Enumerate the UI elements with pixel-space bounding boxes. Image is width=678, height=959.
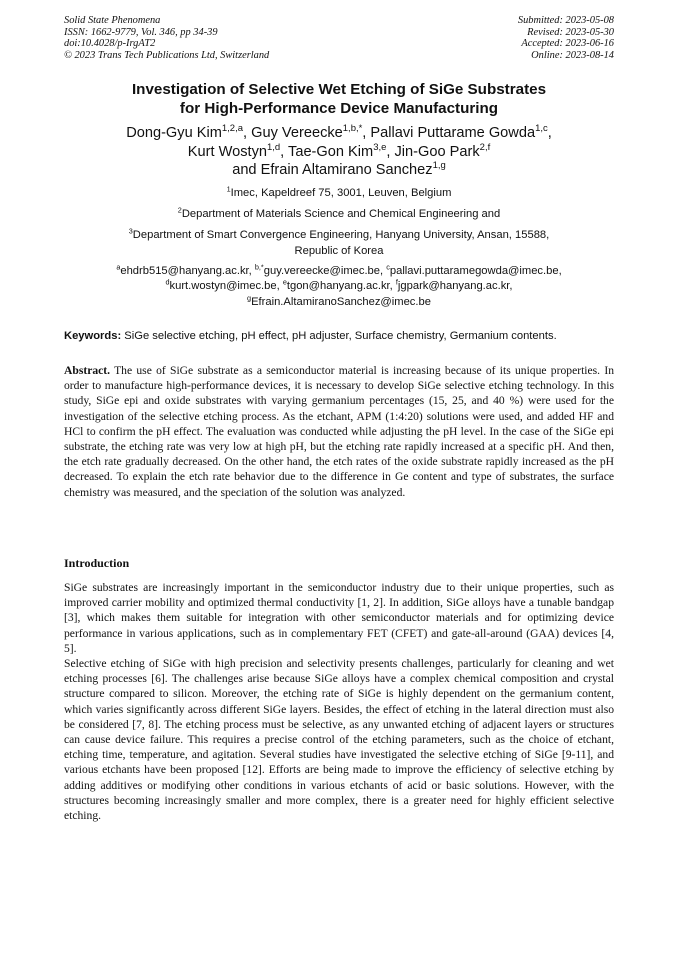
author-sep: , (547, 125, 552, 141)
submitted-date: Submitted: 2023-05-08 (517, 15, 614, 26)
revised-date: Revised: 2023-05-30 (527, 26, 614, 38)
author-emails (50, 264, 628, 310)
title-line-2: for High-Performance Device Manufacturing (179, 99, 499, 117)
author-affil-sup: 1,b,* (342, 123, 363, 135)
author-affil-sup: 1,2,a (221, 123, 243, 135)
intro-paragraph-2: Selective etching of SiGe with high precision and selectivity presents challenges, particularly for cleaning and wet etching processes [6]. The challenges arise because SiGe alloys have a complex chemical composition and crystal structure compared to silicon. Moreover, the etching rate of SiGe is highly dependent on the germanium content, which varies significantly across different SiGe layers. Besides, the effect of etching in the lateral direction must also be considered [7, 8]. The etching process must be selective, as any unwanted etching of adjacent layers or structures can cause device failure. This requires a precise control of the etching parameters, such as the choice of etchant, etching time, temperature, and agitation. Several studies have investigated the selective etching of SiGe [9-11], and various etchants have been proposed [12]. Efforts are being made to improve the efficiency of selective etching by adding additives or modifying other conditions in various etchants of acid or basic solutions. However, with the structures becoming increasingly smaller and more complex, there is a greater need for highly efficient selective etching. (64, 657, 614, 823)
keywords-text: SiGe selective etching, pH effect, pH adjuster, Surface chemistry, Germanium contents. (121, 330, 557, 342)
affil-sup: 1 (226, 184, 231, 194)
email-sup: c (386, 262, 390, 272)
author-name: Guy Vereecke (251, 125, 343, 141)
author-name: Kurt Wostyn (187, 143, 267, 160)
author-line-2 (50, 143, 628, 162)
affil-sup: 3 (128, 226, 133, 236)
author-affil-sup: 1,d (266, 141, 281, 153)
affil-sup: 2 (177, 205, 182, 215)
accepted-date: Accepted: 2023-06-16 (521, 38, 614, 50)
abstract-label: Abstract. (64, 364, 111, 377)
author-sep: , (362, 125, 371, 141)
author-name: Jin-Goo Park (394, 143, 480, 160)
journal-name: Solid State Phenomena (64, 15, 161, 26)
affiliation-2 (50, 207, 628, 223)
email-link[interactable]: tgon@hanyang.ac.kr, (286, 280, 396, 293)
author-sep: , (280, 143, 289, 160)
abstract (64, 363, 614, 500)
email-sup: f (395, 277, 398, 287)
affil-text: Department of Materials Science and Chemical Engineering and (181, 208, 501, 220)
intro-paragraph-1: SiGe substrates are increasingly important in the semiconductor industry due to their unique properties, such as improved carrier mobility and optimized thermal conductivity [1, 2]. In addition, SiGe alloys have a tunable bandgap [3], which makes them suitable for integration with other semiconductor materials and for optimizing device performance in various applications, such as in complementary FET (CFET) and gate-all-around (GAA) devices [4, 5]. (64, 581, 614, 655)
author-sep: , (243, 125, 252, 141)
online-date: Online: 2023-08-14 (531, 49, 614, 61)
email-link[interactable]: jgpark@hanyang.ac.kr, (397, 280, 513, 293)
email-sup: g (247, 293, 252, 303)
paper-title (50, 81, 628, 118)
email-sup: e (282, 277, 287, 287)
author-affil-sup: 2,f (479, 141, 491, 153)
author-line-1 (50, 124, 628, 143)
email-link[interactable]: pallavi.puttaramegowda@imec.be, (389, 265, 562, 277)
keywords (64, 329, 624, 343)
abstract-text: The use of SiGe substrate as a semiconductor material is increasing because of its unique properties. In order to manufacture high-performance devices, it is necessary to develop SiGe selective etching technology. In this study, SiGe epi and oxide substrates with varying germanium percentages (15, 25, and 40 %) were used for the investigation of the selective etching process. As the etchant, APM (1:4:20) solutions were used, and added HF and HCl to confirm the pH effect. The evaluation was conducted while adjusting the pH level. In the case of the SiGe epi substrate, the etching rate was very low at high pH, but the etching rate rapidly increased at a specific pH. And then, the etch rate gradually decreased. On the other hand, the etch rates of the oxide substrate rapidly increased as the pH decreased. To explain the etch rate behavior due to the difference in Ge content and type of substrates, the surface chemistry was measured, and the speciation of the solution was analyzed. (64, 364, 614, 499)
email-link[interactable]: ehdrb515@hanyang.ac.kr, (120, 265, 255, 277)
affiliation-3 (50, 228, 628, 259)
author-name: and Efrain Altamirano Sanchez (232, 162, 433, 179)
email-link[interactable]: Efrain.AltamiranoSanchez@imec.be (251, 295, 431, 308)
author-name: Tae-Gon Kim (288, 143, 374, 160)
author-affil-sup: 1,g (432, 160, 446, 172)
author-affil-sup: 1,c (535, 123, 548, 135)
author-name: Dong-Gyu Kim (126, 125, 222, 141)
section-heading-introduction: Introduction (64, 556, 130, 570)
email-sup: a (116, 262, 121, 272)
email-sup: d (165, 277, 170, 287)
author-list (50, 124, 628, 180)
journal-info (64, 15, 269, 61)
email-line-3 (50, 295, 628, 310)
affil-text: Department of Smart Convergence Engineering, Hanyang University, Ansan, 15588, (132, 229, 550, 241)
doi: doi:10.4028/p-IrgAT2 (64, 38, 156, 50)
title-line-1: Investigation of Selective Wet Etching of SiGe Substrates (131, 81, 547, 98)
issn: ISSN: 1662-9779, Vol. 346, pp 34-39 (64, 26, 218, 38)
email-line-1 (50, 264, 628, 279)
keywords-label: Keywords: (64, 330, 122, 342)
author-affil-sup: 3,e (373, 141, 387, 153)
author-line-3 (50, 161, 628, 180)
email-link[interactable]: kurt.wostyn@imec.be, (169, 280, 283, 293)
email-link[interactable]: guy.vereecke@imec.be, (263, 265, 387, 277)
author-name: Pallavi Puttarame Gowda (370, 125, 536, 141)
affil-text: Imec, Kapeldreef 75, 3001, Leuven, Belgium (230, 187, 452, 199)
affiliation-1 (50, 186, 628, 202)
publication-dates (518, 15, 614, 61)
email-sup: b,* (254, 262, 264, 272)
author-sep: , (386, 143, 395, 160)
affil-line (50, 228, 628, 244)
affil-line-2: Republic of Korea (294, 244, 384, 257)
copyright: © 2023 Trans Tech Publications Ltd, Switzerland (64, 49, 270, 61)
email-line-2 (50, 279, 628, 294)
